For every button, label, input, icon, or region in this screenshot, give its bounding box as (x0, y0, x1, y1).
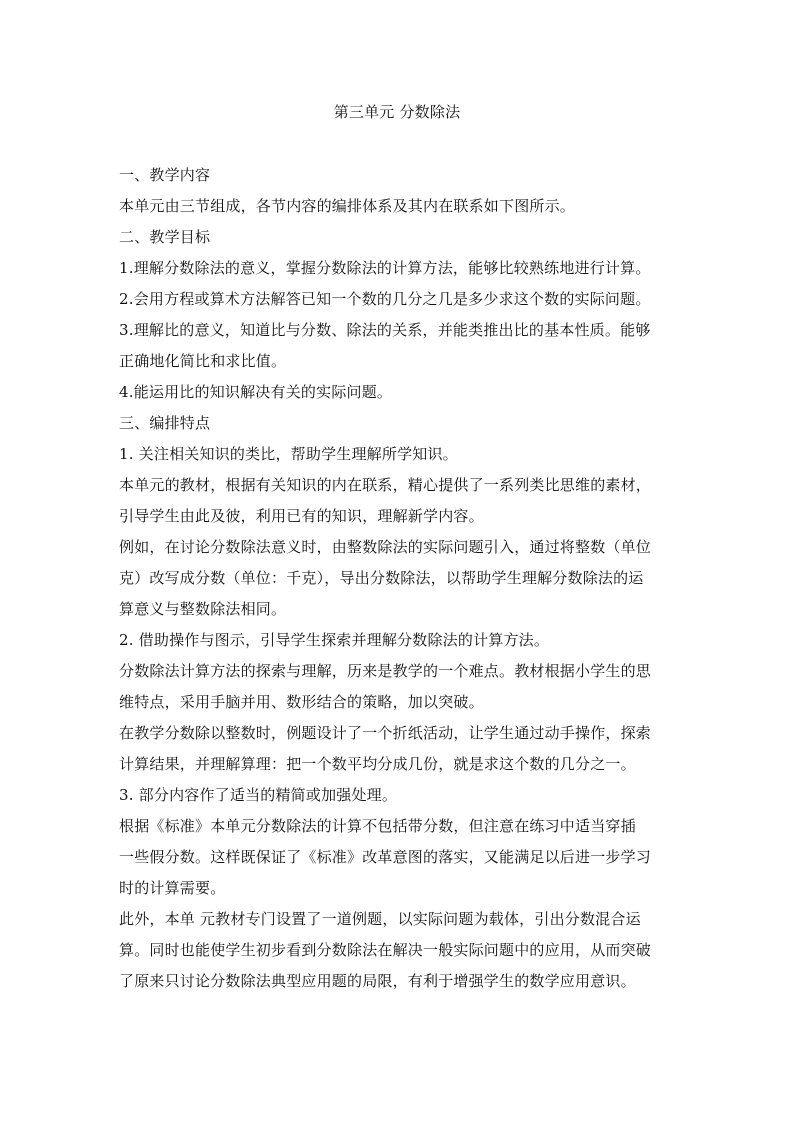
paragraph-line: 本单元由三节组成，各节内容的编排体系及其内在联系如下图所示。 (119, 197, 576, 215)
paragraph-line: 算。同时也能使学生初步看到分数除法在解决一般实际问题中的应用，从而突破 (119, 941, 652, 959)
goal-item-4: 4.能运用比的知识解决有关的实际问题。 (119, 383, 393, 401)
page-title: 第三单元 分数除法 (333, 103, 461, 121)
feature-heading-3: 3. 部分内容作了适当的精简或加强处理。 (119, 786, 398, 804)
goal-item-2: 2.会用方程或算术方法解答已知一个数的几分之几是多少求这个数的实际问题。 (119, 290, 651, 308)
section-heading-teaching-goals: 二、教学目标 (119, 228, 211, 246)
paragraph-line: 此外，本单 元教材专门设置了一道例题，以实际问题为载体，引出分数混合运 (119, 910, 641, 928)
paragraph-line: 计算结果，并理解算理：把一个数平均分成几份，就是求这个数的几分之一。 (119, 755, 636, 773)
paragraph-line: 例如，在讨论分数除法意义时，由整数除法的实际问题引入，通过将整数（单位 (119, 538, 652, 556)
paragraph-line: 分数除法计算方法的探索与理解，历来是教学的一个难点。教材根据小学生的思 (119, 662, 652, 680)
paragraph-line: 算意义与整数除法相同。 (119, 600, 287, 618)
goal-item-1: 1.理解分数除法的意义，掌握分数除法的计算方法，能够比较熟练地进行计算。 (119, 259, 651, 277)
paragraph-line: 在教学分数除以整数时，例题设计了一个折纸活动，让学生通过动手操作，探索 (119, 724, 652, 742)
feature-heading-2: 2. 借助操作与图示，引导学生探索并理解分数除法的计算方法。 (119, 631, 550, 649)
paragraph-line: 克）改写成分数（单位：千克），导出分数除法，以帮助学生理解分数除法的运 (119, 569, 644, 587)
paragraph-line: 了原来只讨论分数除法典型应用题的局限，有利于增强学生的数学应用意识。 (119, 972, 636, 990)
feature-heading-1: 1. 关注相关知识的类比，帮助学生理解所学知识。 (119, 445, 458, 463)
paragraph-line: 本单元的教材，根据有关知识的内在联系，精心提供了一系列类比思维的素材， (119, 476, 652, 494)
section-heading-features: 三、编排特点 (119, 414, 211, 432)
section-heading-teaching-content: 一、教学内容 (119, 166, 211, 184)
paragraph-line: 时的计算需要。 (119, 879, 226, 897)
paragraph-line: 引导学生由此及彼，利用已有的知识，理解新学内容。 (119, 507, 484, 525)
goal-item-3-continued: 正确地化简比和求比值。 (119, 352, 287, 370)
paragraph-line: 一些假分数。这样既保证了《标准》改革意图的落实，又能满足以后进一步学习 (119, 848, 652, 866)
paragraph-line: 维特点，采用手脑并用、数形结合的策略，加以突破。 (119, 693, 484, 711)
paragraph-line: 根据《标准》本单元分数除法的计算不包括带分数，但注意在练习中适当穿插 (119, 817, 636, 835)
goal-item-3: 3.理解比的意义，知道比与分数、除法的关系，并能类推出比的基本性质。能够 (119, 321, 651, 339)
document-body (119, 160, 689, 997)
